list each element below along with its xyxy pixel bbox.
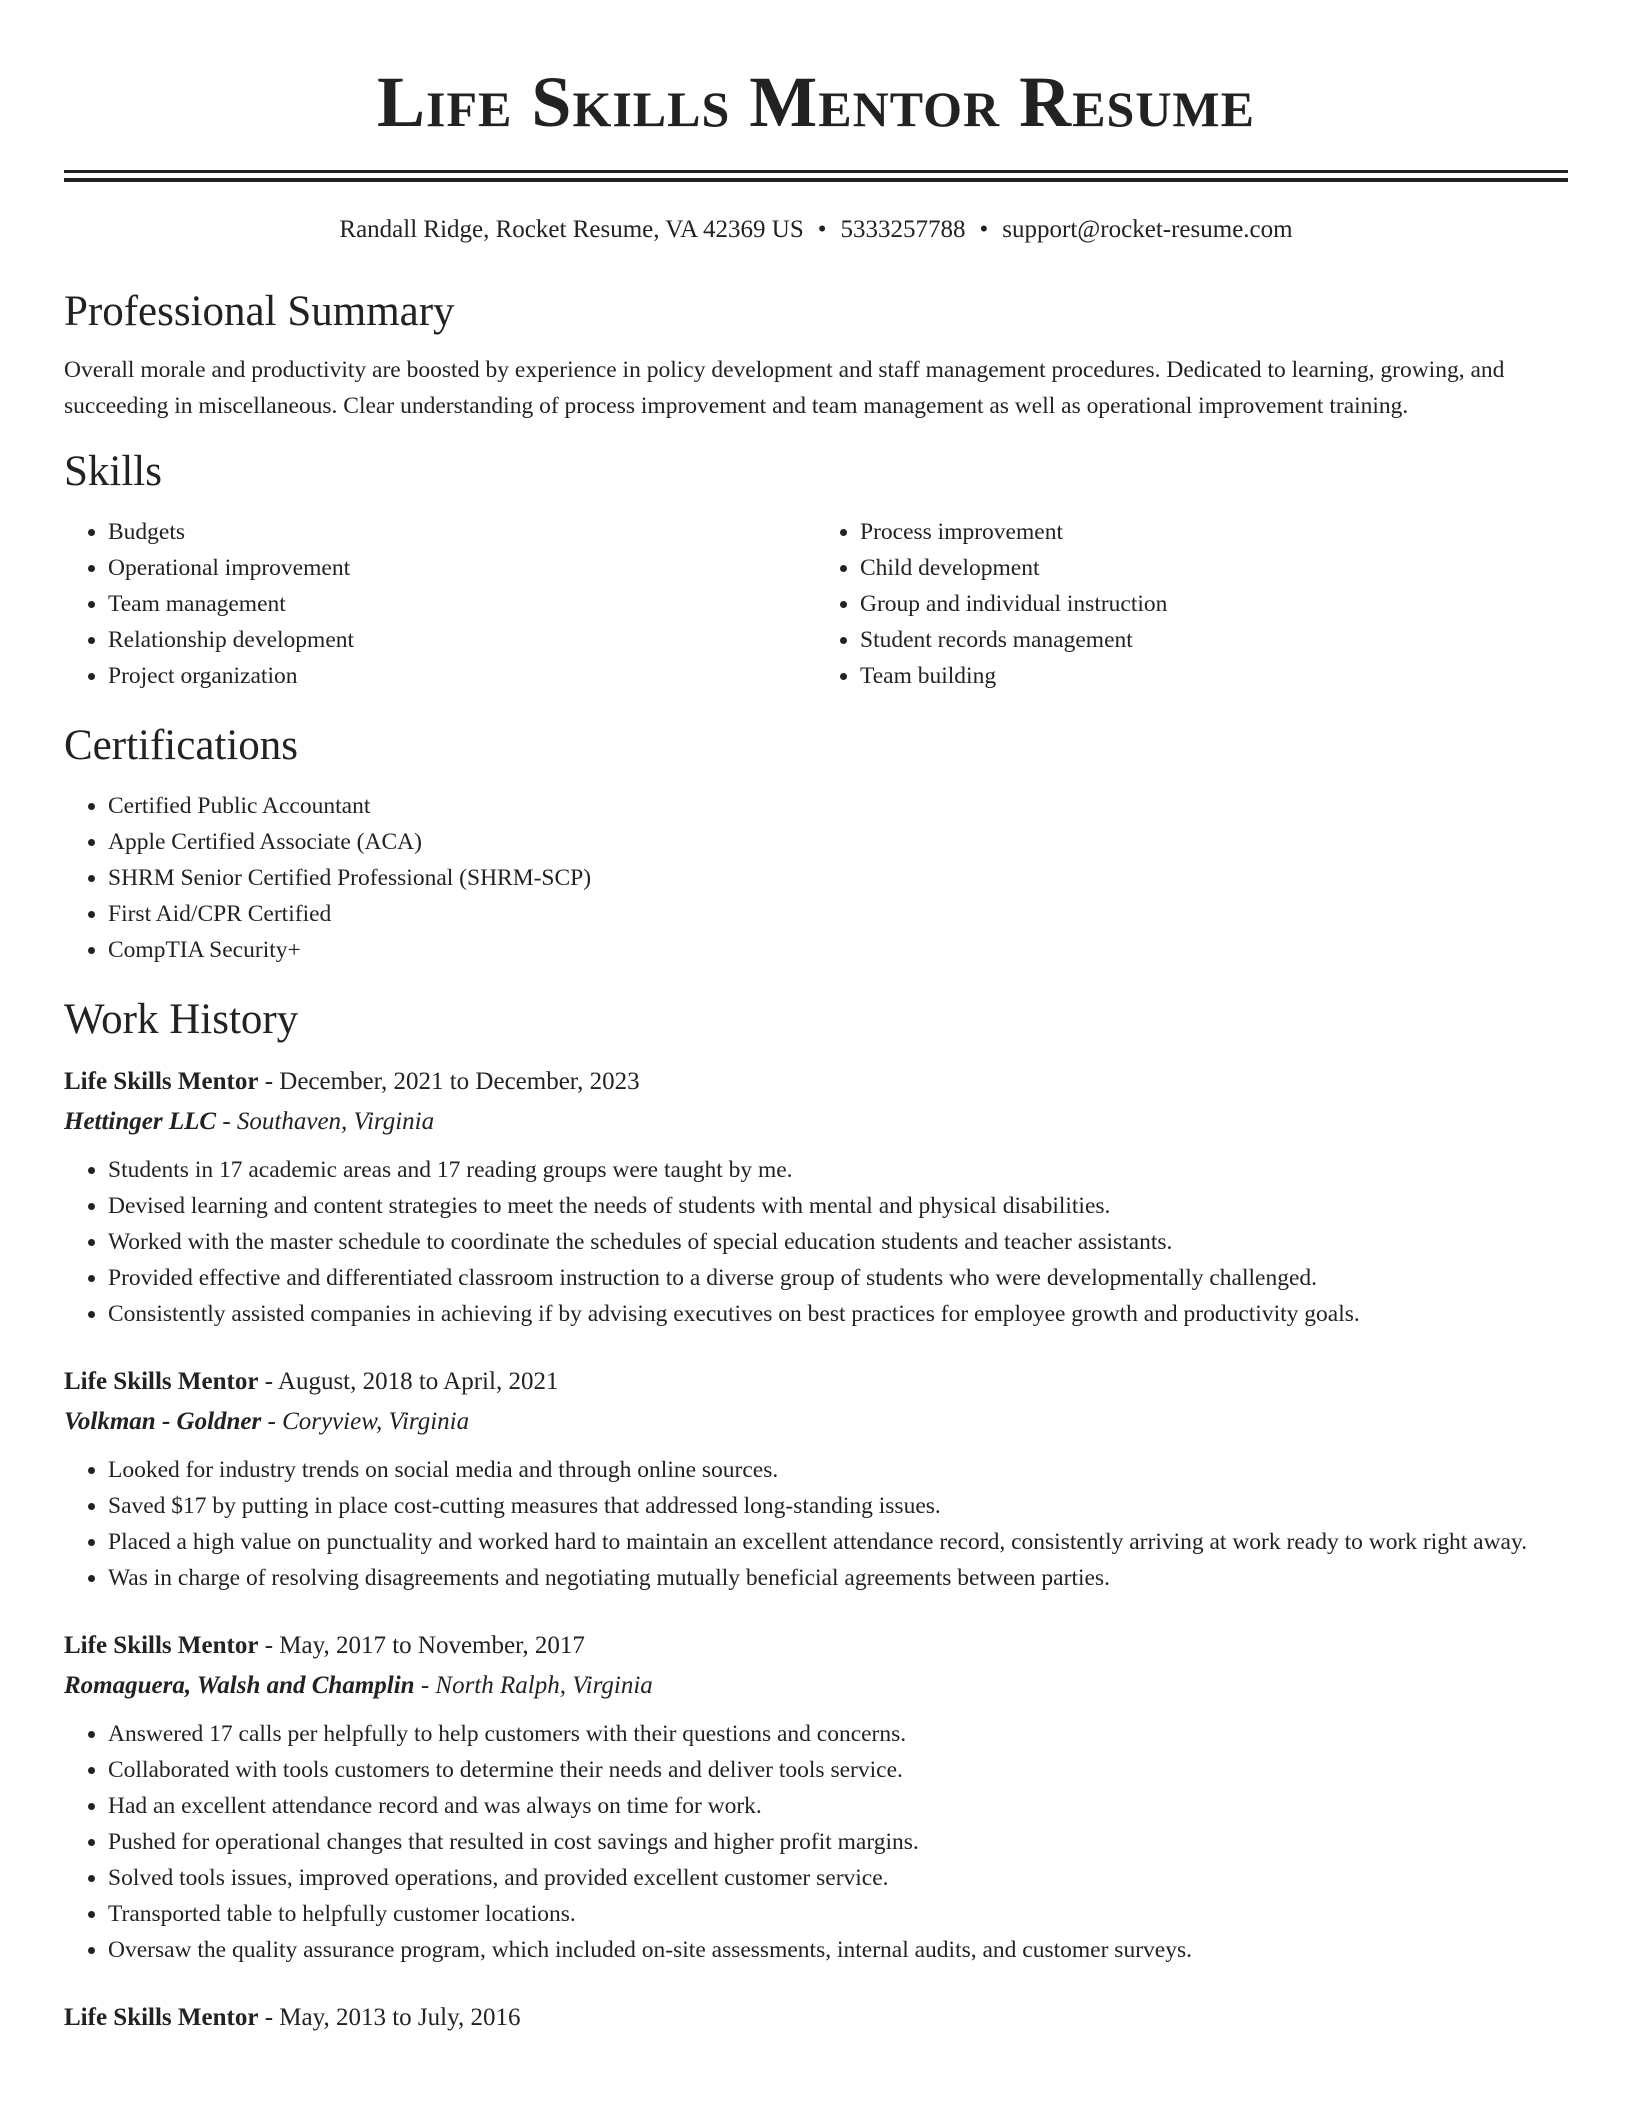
skills-list-right: [816, 514, 1568, 694]
job-heading: [64, 1626, 1568, 1666]
job-company-name: Romaguera, Walsh and Champlin: [64, 1672, 415, 1699]
skill-item: • Team management: [108, 586, 816, 622]
job-title: Life Skills Mentor: [64, 1368, 259, 1395]
skill-item: • Team building: [860, 658, 1568, 694]
skill-item: • Student records management: [860, 622, 1568, 658]
job-bullet: • Collaborated with tools customers to determine their needs and deliver tools service.: [108, 1752, 1568, 1788]
summary-section: [64, 286, 1568, 424]
job-bullet: • Students in 17 academic areas and 17 reading groups were taught by me.: [108, 1152, 1568, 1188]
job-dates: - May, 2017 to November, 2017: [258, 1632, 585, 1659]
job-bullet: • Solved tools issues, improved operations, and provided excellent customer service.: [108, 1860, 1568, 1896]
job-bullets: [64, 1716, 1568, 1968]
certification-item: • First Aid/CPR Certified: [108, 896, 1568, 932]
job-bullet: • Saved $17 by putting in place cost-cutting measures that addressed long-standing issues.: [108, 1488, 1568, 1524]
section-heading-work-history: Work History: [64, 996, 299, 1043]
job-heading: [64, 1998, 1568, 2038]
certification-item: • Apple Certified Associate (ACA): [108, 824, 1568, 860]
job-company-name: Volkman - Goldner: [64, 1408, 262, 1435]
job-entry: [64, 1626, 1568, 1968]
job-bullet: • Looked for industry trends on social media and through online sources.: [108, 1452, 1568, 1488]
job-bullet: • Answered 17 calls per helpfully to help customers with their questions and concerns.: [108, 1716, 1568, 1752]
job-company-name: Hettinger LLC: [64, 1108, 217, 1135]
page-title: Life Skills Mentor Resume: [377, 62, 1255, 142]
section-heading-skills: Skills: [64, 448, 162, 495]
summary-text: Overall morale and productivity are boosted by experience in policy development and staff management procedures. Dedicated to learning, growing, and succeeding in miscellaneous. Clear understanding of process improvement and team management as well as operational improvement training.: [64, 357, 1505, 419]
job-bullet: • Pushed for operational changes that resulted in cost savings and higher profit margins.: [108, 1824, 1568, 1860]
job-location: - Coryview, Virginia: [261, 1408, 470, 1435]
contact-phone: 5333257788: [840, 216, 966, 243]
job-entry: [64, 1062, 1568, 1332]
job-bullets: [64, 1152, 1568, 1332]
job-heading: [64, 1062, 1568, 1102]
certification-item: • Certified Public Accountant: [108, 788, 1568, 824]
certification-item: • CompTIA Security+: [108, 932, 1568, 968]
skills-list-left: [64, 514, 816, 694]
contact-email: support@rocket-resume.com: [1002, 216, 1293, 243]
job-bullet: • Oversaw the quality assurance program, which included on-site assessments, internal audits, and customer surveys.: [108, 1932, 1568, 1968]
job-dates: - May, 2013 to July, 2016: [258, 2004, 521, 2031]
contact-address: Randall Ridge, Rocket Resume, VA 42369 US: [339, 216, 804, 243]
certification-item: • SHRM Senior Certified Professional (SHRM-SCP): [108, 860, 1568, 896]
job-bullet: • Had an excellent attendance record and was always on time for work.: [108, 1788, 1568, 1824]
skills-section: [64, 446, 1568, 694]
job-bullet: • Provided effective and differentiated classroom instruction to a diverse group of students who were developmentally challenged.: [108, 1260, 1568, 1296]
section-heading-summary: Professional Summary: [64, 288, 455, 335]
certifications-list: [64, 788, 1568, 968]
job-dates: - August, 2018 to April, 2021: [258, 1368, 559, 1395]
job-bullet: • Placed a high value on punctuality and worked hard to maintain an excellent attendance record, consistently arriving at work ready to work right away.: [108, 1524, 1568, 1560]
job-employer: [64, 1102, 1568, 1142]
job-employer: [64, 1402, 1568, 1442]
skill-item: • Process improvement: [860, 514, 1568, 550]
skill-item: • Group and individual instruction: [860, 586, 1568, 622]
certifications-section: [64, 720, 1568, 968]
contact-separator: •: [817, 216, 827, 243]
skill-item: • Project organization: [108, 658, 816, 694]
job-employer: [64, 1666, 1568, 1706]
skills-grid: [64, 514, 1568, 694]
job-bullets: [64, 1452, 1568, 1596]
job-dates: - December, 2021 to December, 2023: [258, 1068, 640, 1095]
skill-item: • Operational improvement: [108, 550, 816, 586]
work-history-section: [64, 994, 1568, 2038]
job-title: Life Skills Mentor: [64, 2004, 259, 2031]
job-location: - Southaven, Virginia: [216, 1108, 435, 1135]
job-bullet: • Devised learning and content strategies to meet the needs of students with mental and physical disabilities.: [108, 1188, 1568, 1224]
contact-line: [64, 212, 1568, 248]
job-bullet: • Worked with the master schedule to coordinate the schedules of special education students and teacher assistants.: [108, 1224, 1568, 1260]
skill-item: • Child development: [860, 550, 1568, 586]
job-title: Life Skills Mentor: [64, 1068, 259, 1095]
job-bullet: • Was in charge of resolving disagreements and negotiating mutually beneficial agreements between parties.: [108, 1560, 1568, 1596]
job-title: Life Skills Mentor: [64, 1632, 259, 1659]
skill-item: • Budgets: [108, 514, 816, 550]
title-divider: [64, 170, 1568, 182]
job-entry: [64, 1362, 1568, 1596]
job-location: - North Ralph, Virginia: [414, 1672, 653, 1699]
job-heading: [64, 1362, 1568, 1402]
job-bullet: • Consistently assisted companies in achieving if by advising executives on best practices for employee growth and productivity goals.: [108, 1296, 1568, 1332]
contact-separator: •: [979, 216, 989, 243]
job-entry: [64, 1998, 1568, 2038]
section-heading-certifications: Certifications: [64, 722, 299, 769]
skill-item: • Relationship development: [108, 622, 816, 658]
job-bullet: • Transported table to helpfully customer locations.: [108, 1896, 1568, 1932]
